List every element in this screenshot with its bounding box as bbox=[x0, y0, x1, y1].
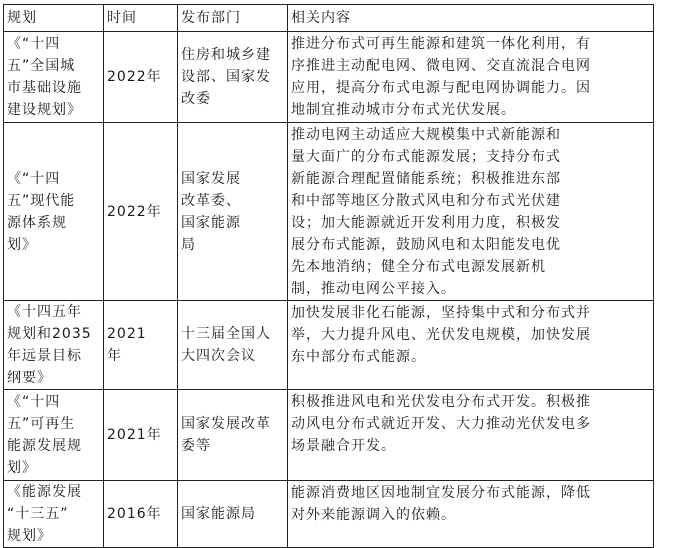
plan-line: 五”现代能 bbox=[7, 192, 76, 209]
content-line: 场景融合开发。 bbox=[291, 438, 396, 454]
plan-line: 规划》 bbox=[7, 528, 52, 544]
plan-line: 能源发展规 bbox=[7, 438, 82, 454]
department-line: 国家发展 bbox=[181, 170, 241, 187]
content-cell bbox=[288, 390, 654, 481]
department-line: 委等 bbox=[181, 438, 211, 454]
plan-line: 建设规划》 bbox=[7, 102, 82, 118]
department-cell bbox=[178, 32, 288, 123]
content-line: 新能源合理配置储能系统；积极推进东部 bbox=[291, 171, 561, 187]
header-content: 相关内容 bbox=[288, 5, 654, 32]
plan-cell bbox=[4, 32, 104, 123]
table-row bbox=[4, 123, 654, 301]
department-line: 改革委、 bbox=[181, 192, 241, 209]
department-cell bbox=[178, 481, 288, 548]
policy-table bbox=[3, 4, 654, 548]
content-line: 制，推动电网公平接入。 bbox=[291, 281, 456, 297]
plan-line: 《“十四 bbox=[7, 394, 61, 410]
time-cell bbox=[104, 301, 178, 390]
content-line: 量大面广的分布式能源发展；支持分布式 bbox=[291, 149, 561, 165]
content-line: 对外来能源调入的依赖。 bbox=[291, 507, 456, 523]
plan-line: 五”全国城 bbox=[7, 58, 76, 74]
content-line: 推进分布式可再生能源和建筑一体化利用，有 bbox=[291, 36, 591, 52]
table-header-row bbox=[4, 5, 654, 32]
content-line: 积极推进风电和光伏发电分布式开发。积极推 bbox=[291, 394, 591, 410]
plan-line: 市基础设施 bbox=[7, 80, 82, 96]
plan-line: 纲要》 bbox=[7, 370, 52, 386]
content-line: 动风电分布式就近开发、大力推动光伏发电多 bbox=[291, 416, 591, 432]
department-line: 住房和城乡建 bbox=[181, 47, 271, 63]
plan-cell bbox=[4, 123, 104, 301]
content-line: 和中部等地区分散式风电和分布式光伏建 bbox=[291, 193, 561, 209]
plan-cell bbox=[4, 481, 104, 548]
content-cell bbox=[288, 32, 654, 123]
plan-line: 五”可再生 bbox=[7, 416, 76, 432]
content-cell bbox=[288, 123, 654, 301]
plan-line: 《能源发展 bbox=[7, 484, 82, 500]
header-department: 发布部门 bbox=[178, 5, 288, 32]
content-line: 东中部分布式能源。 bbox=[291, 349, 426, 365]
content-cell bbox=[288, 481, 654, 548]
time-line: 年 bbox=[107, 348, 122, 364]
content-cell bbox=[288, 301, 654, 390]
plan-line: 划》 bbox=[7, 460, 37, 476]
department-line: 国家发展改革 bbox=[181, 416, 271, 432]
header-plan: 规划 bbox=[4, 5, 104, 32]
department-line: 国家能源 bbox=[181, 214, 241, 231]
content-line: 举，大力提升风电、光伏发电规模，加快发展 bbox=[291, 327, 591, 343]
department-cell bbox=[178, 123, 288, 301]
table-row bbox=[4, 32, 654, 123]
table-row bbox=[4, 301, 654, 390]
plan-line: “十三五” bbox=[7, 506, 69, 522]
department-line: 国家能源局 bbox=[181, 506, 256, 522]
time-cell: 2016年 bbox=[104, 481, 178, 548]
plan-line: 划》 bbox=[7, 236, 37, 253]
department-line: 大四次会议 bbox=[181, 348, 256, 364]
content-line: 能源消费地区因地制宜发展分布式能源，降低 bbox=[291, 485, 591, 501]
department-line: 设部、国家发 bbox=[181, 69, 271, 85]
department-line: 改委 bbox=[181, 91, 211, 107]
content-line: 加快发展非化石能源，坚持集中式和分布式并 bbox=[291, 305, 591, 321]
header-time: 时间 bbox=[104, 5, 178, 32]
plan-line: 年远景目标 bbox=[7, 348, 82, 364]
content-line: 地制宜推动城市分布式光伏发展。 bbox=[291, 102, 516, 118]
content-line: 先本地消纳；健全分布式电源发展新机 bbox=[291, 259, 546, 275]
content-line: 展分布式能源，鼓励风电和太阳能发电优 bbox=[291, 237, 561, 253]
plan-line: 源体系规 bbox=[7, 214, 67, 231]
time-cell: 2022年 bbox=[104, 123, 178, 301]
content-line: 序推进主动配电网、微电网、交直流混合电网 bbox=[291, 58, 591, 74]
content-line: 设；加大能源就近开发利用力度，积极发 bbox=[291, 215, 561, 231]
time-line: 2021 bbox=[107, 326, 147, 342]
time-cell: 2022年 bbox=[104, 32, 178, 123]
plan-line: 《“十四 bbox=[7, 36, 61, 52]
table-row bbox=[4, 390, 654, 481]
plan-cell bbox=[4, 390, 104, 481]
plan-line: 《十四五年 bbox=[7, 304, 82, 320]
content-line: 推动电网主动适应大规模集中式新能源和 bbox=[291, 127, 561, 143]
department-cell bbox=[178, 390, 288, 481]
content-line: 应用，提高分布式电源与配电网协调能力。因 bbox=[291, 80, 591, 96]
department-cell bbox=[178, 301, 288, 390]
time-cell: 2021年 bbox=[104, 390, 178, 481]
table-row bbox=[4, 481, 654, 548]
department-line: 局 bbox=[181, 236, 196, 253]
plan-line: 规划和2035 bbox=[7, 326, 92, 342]
department-line: 十三届全国人 bbox=[181, 326, 271, 342]
plan-cell bbox=[4, 301, 104, 390]
plan-line: 《“十四 bbox=[7, 170, 61, 187]
